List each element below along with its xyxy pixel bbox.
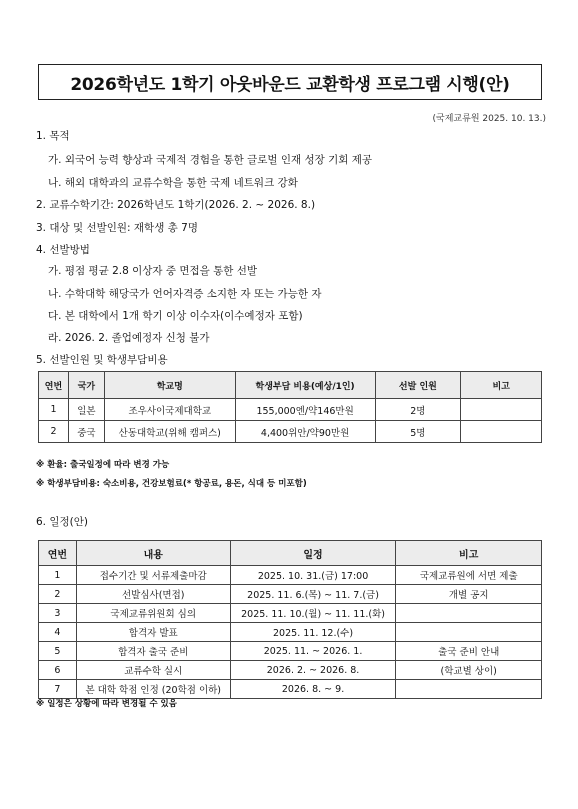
- table-cell: 1: [39, 566, 77, 585]
- note-exchange-rate: ※ 환율: 출국일정에 따라 변경 가능: [36, 460, 170, 470]
- table-cell: 2025. 11. 6.(목) ~ 11. 7.(금): [230, 585, 396, 604]
- table-cell: 교류수학 실시: [76, 661, 230, 680]
- selection-item-b: 나. 수학대학 해당국가 언어자격증 소지한 자 또는 가능한 자: [48, 288, 322, 300]
- selection-item-c: 다. 본 대학에서 1개 학기 이상 이수자(이수예정자 포함): [48, 310, 303, 322]
- table-row: [39, 399, 542, 421]
- table-cell: 3: [39, 604, 77, 623]
- table-cell: 본 대학 학점 인정 (20학점 이하): [76, 680, 230, 699]
- selection-item-a: 가. 평점 평균 2.8 이상자 중 면접을 통한 선발: [48, 265, 258, 277]
- header-cell: 비고: [396, 541, 542, 566]
- table-cell: [461, 399, 542, 421]
- table-cell: 2명: [375, 399, 461, 421]
- table-cell: 일본: [68, 399, 104, 421]
- table-cell: 6: [39, 661, 77, 680]
- section-schedule: 6. 일정(안): [36, 516, 88, 528]
- table-cell: 개별 공지: [396, 585, 542, 604]
- purpose-item-b: 나. 해외 대학과의 교류수학을 통한 국제 네트워크 강화: [48, 177, 298, 189]
- table-cell: 5명: [375, 421, 461, 443]
- table-cell: 국제교류원에 서면 제출: [396, 566, 542, 585]
- table-row: [39, 604, 542, 623]
- table-cell: 중국: [68, 421, 104, 443]
- table-cell: 155,000엔/약146만원: [235, 399, 375, 421]
- note-student-cost: ※ 학생부담비용: 숙소비용, 건강보험료(* 항공료, 용돈, 식대 등 미포함): [36, 479, 307, 489]
- table-cell: (학교별 상이): [396, 661, 542, 680]
- document-title: 2026학년도 1학기 아웃바운드 교환학생 프로그램 시행(안): [38, 64, 542, 100]
- table-cell: 선발심사(면접): [76, 585, 230, 604]
- table-cell: 2: [39, 585, 77, 604]
- header-cell: 연번: [39, 372, 69, 399]
- table-cell: 2025. 10. 31.(금) 17:00: [230, 566, 396, 585]
- table-cell: [396, 604, 542, 623]
- header-cell: 연번: [39, 541, 77, 566]
- table-cell: [396, 623, 542, 642]
- table-cell: 2: [39, 421, 69, 443]
- header-cell: 국가: [68, 372, 104, 399]
- header-cell: 선발 인원: [375, 372, 461, 399]
- section-purpose: 1. 목적: [36, 130, 70, 142]
- table-cell: 산동대학교(위해 캠퍼스): [104, 421, 235, 443]
- table-row: [39, 585, 542, 604]
- table-cell: 2025. 11. 12.(수): [230, 623, 396, 642]
- table-cell: [461, 421, 542, 443]
- table-row: [39, 421, 542, 443]
- header-cell: 학교명: [104, 372, 235, 399]
- table-cell: 출국 준비 안내: [396, 642, 542, 661]
- table-cell: 2025. 11. 10.(월) ~ 11. 11.(화): [230, 604, 396, 623]
- table-cell: 2026. 8. ~ 9.: [230, 680, 396, 699]
- table-cell: 4: [39, 623, 77, 642]
- header-cell: 학생부담 비용(예상/1인): [235, 372, 375, 399]
- table-cell: [396, 680, 542, 699]
- table-cell: 5: [39, 642, 77, 661]
- department-date: (국제교류원 2025. 10. 13.): [432, 114, 546, 124]
- table-cell: 4,400위안/약90만원: [235, 421, 375, 443]
- table-cell: 합격자 발표: [76, 623, 230, 642]
- table-cell: 국제교류위원회 심의: [76, 604, 230, 623]
- table-cell: 합격자 출국 준비: [76, 642, 230, 661]
- table-row: [39, 680, 542, 699]
- section-selection: 4. 선발방법: [36, 244, 90, 256]
- table-row: [39, 566, 542, 585]
- table-cell: 조우사이국제대학교: [104, 399, 235, 421]
- section-cost: 5. 선발인원 및 학생부담비용: [36, 354, 168, 366]
- header-cell: 일정: [230, 541, 396, 566]
- cost-table: [38, 371, 542, 443]
- section-period: 2. 교류수학기간: 2026학년도 1학기(2026. 2. ~ 2026. 8.): [36, 199, 316, 211]
- table-cell: 1: [39, 399, 69, 421]
- table-row: [39, 661, 542, 680]
- table-cell: 7: [39, 680, 77, 699]
- header-cell: 내용: [76, 541, 230, 566]
- table-row: [39, 642, 542, 661]
- table-row: [39, 623, 542, 642]
- table-header-row: [39, 372, 542, 399]
- note-schedule-change: ※ 일정은 상황에 따라 변경될 수 있음: [36, 699, 177, 709]
- table-header-row: [39, 541, 542, 566]
- header-cell: 비고: [461, 372, 542, 399]
- section-target: 3. 대상 및 선발인원: 재학생 총 7명: [36, 222, 198, 234]
- purpose-item-a: 가. 외국어 능력 향상과 국제적 경험을 통한 글로벌 인재 성장 기회 제공: [48, 154, 373, 166]
- table-cell: 접수기간 및 서류제출마감: [76, 566, 230, 585]
- selection-item-d: 라. 2026. 2. 졸업예정자 신청 불가: [48, 332, 210, 344]
- table-cell: 2026. 2. ~ 2026. 8.: [230, 661, 396, 680]
- schedule-table: [38, 540, 542, 699]
- table-cell: 2025. 11. ~ 2026. 1.: [230, 642, 396, 661]
